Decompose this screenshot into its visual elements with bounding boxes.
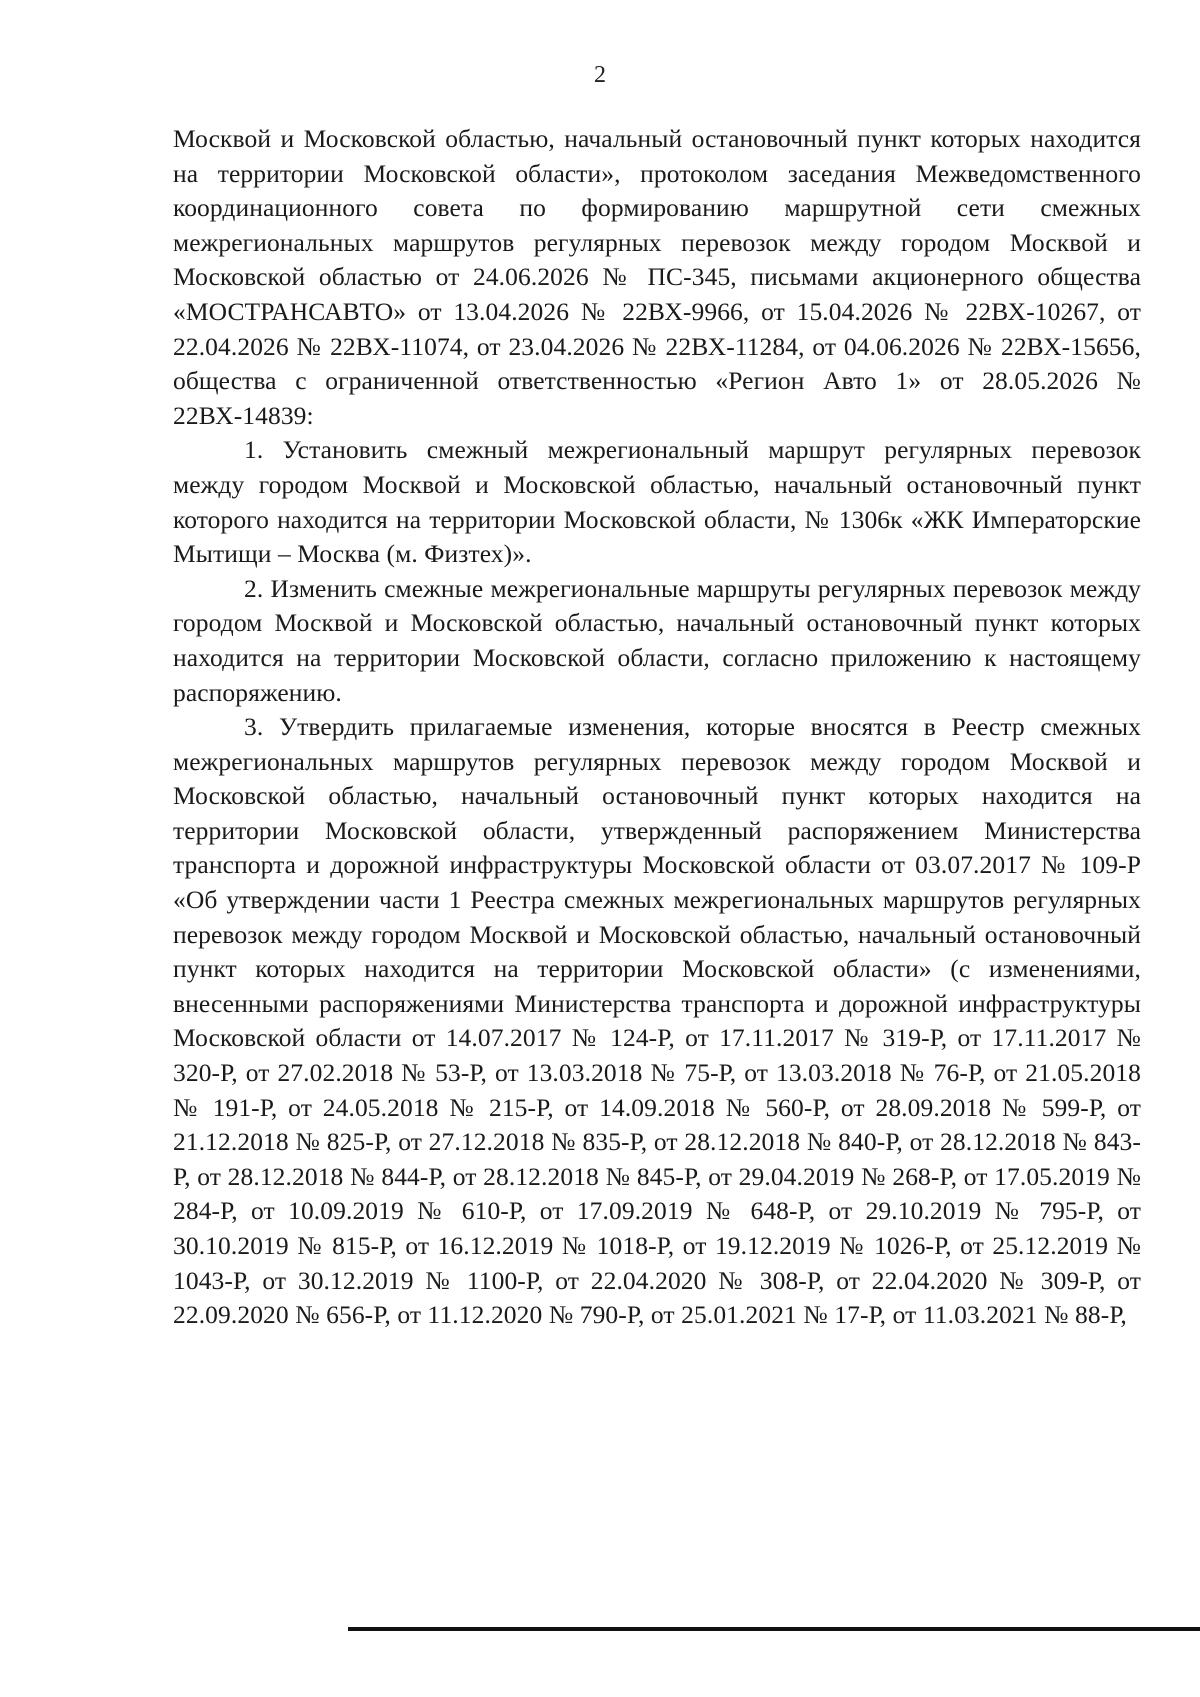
paragraph-continuation: Москвой и Московской областью, начальный остановочный пункт которых находится на территории Московской области», протоколом заседания Межведомственного координационного совета по формированию маршрутной сети смежных межрегиональных маршрутов регулярных перевозок между городом Москвой и Московской областью от 24.06.2026 № ПС-345, письмами акционерного общества «МОСТРАНСАВТО» от 13.04.2026 № 22ВХ-9966, от 15.04.2026 № 22ВХ-10267, от 22.04.2026 № 22ВХ-11074, от 23.04.2026 № 22ВХ-11284, от 04.06.2026 № 22ВХ-15656, общества с ограниченной ответственностью «Регион Авто 1» от 28.05.2026 № 22ВХ-14839: (173, 124, 1141, 430)
document-body (173, 122, 1141, 1333)
scan-edge-line (348, 1627, 1200, 1631)
paragraph-item-3: 3. Утвердить прилагаемые изменения, которые вносятся в Реестр смежных межрегиональных маршрутов регулярных перевозок между городом Москвой и Московской областью, начальный остановочный пункт которых находится на территории Московской области, утвержденный распоряжением Министерства транспорта и дорожной инфраструктуры Московской области от 03.07.2017 № 109-Р «Об утверждении части 1 Реестра смежных межрегиональных маршрутов регулярных перевозок между городом Москвой и Московской областью, начальный остановочный пункт которых находится на территории Московской области» (с изменениями, внесенными распоряжениями Министерства транспорта и дорожной инфраструктуры Московской области от 14.07.2017 № 124-Р, от 17.11.2017 № 319-Р, от 17.11.2017 № 320-Р, от 27.02.2018 № 53-Р, от 13.03.2018 № 75-Р, от 13.03.2018 № 76-Р, от 21.05.2018 № 191-Р, от 24.05.2018 № 215-Р, от 14.09.2018 № 560-Р, от 28.09.2018 № 599-Р, от 21.12.2018 № 825-Р, от 27.12.2018 № 835-Р, от 28.12.2018 № 840-Р, от 28.12.2018 № 843-Р, от 28.12.2018 № 844-Р, от 28.12.2018 № 845-Р, от 29.04.2019 № 268-Р, от 17.05.2019 № 284-Р, от 10.09.2019 № 610-Р, от 17.09.2019 № 648-Р, от 29.10.2019 № 795-Р, от 30.10.2019 № 815-Р, от 16.12.2019 № 1018-Р, от 19.12.2019 № 1026-Р, от 25.12.2019 № 1043-Р, от 30.12.2019 № 1100-Р, от 22.04.2020 № 308-Р, от 22.04.2020 № 309-Р, от 22.09.2020 № 656-Р, от 11.12.2020 № 790-Р, от 25.01.2021 № 17-Р, от 11.03.2021 № 88-Р, (173, 712, 1141, 1330)
paragraph-item-1: 1. Установить смежный межрегиональный маршрут регулярных перевозок между городом Москвой и Московской областью, начальный остановочный пункт которого находится на территории Московской области, № 1306к «ЖК Императорские Мытищи – Москва (м. Физтех)». (173, 435, 1141, 569)
paragraph-item-2: 2. Изменить смежные межрегиональные маршруты регулярных перевозок между городом Москвой и Московской областью, начальный остановочный пункт которых находится на территории Московской области, согласно приложению к настоящему распоряжению. (173, 573, 1141, 707)
page-number: 2 (594, 62, 606, 88)
